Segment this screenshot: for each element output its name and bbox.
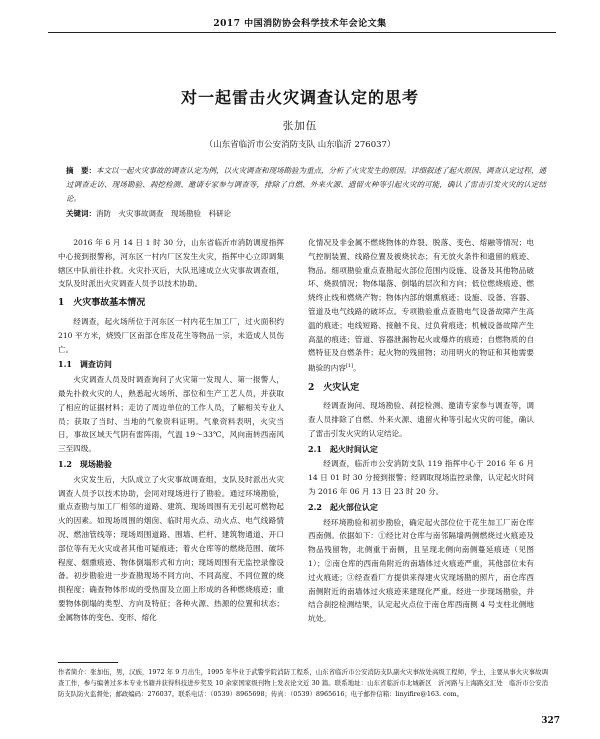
subsection-1-1-paragraph: 火灾调查人员及时调查询问了火灾第一发现人、第一报警人，最先扑救火灾的人，熟悉起火场所、部位和生产工艺人员，并获取了相应的证据材料；走访了周边单位的工作人员，了解相关专业人员；获取了当时、当地的气象资料证明。气象资料表明，火灾当日，事故区域天气阴有雷阵雨，气温 19～33℃，风向南转西南风三至四级。	[58, 375, 284, 454]
subsection-2-1-paragraph: 经调查，临沂市公安消防支队 119 指挥中心于 2016 年 6 月 14 日 01 时 30 分接到报警；经调取现场监控录像，认定起火时间为 2016 年 06 月 13 日 23 时 20 分。	[308, 459, 534, 497]
page-number: 327	[541, 716, 560, 726]
abstract-label: 摘 要：	[66, 166, 96, 175]
subsection-heading-2-2: 2.2 起火部位认定	[308, 501, 378, 512]
author-name: 张加伍	[282, 120, 318, 132]
left-column	[58, 236, 284, 625]
citation-1: [1]	[345, 363, 354, 370]
author-footnote	[58, 667, 548, 700]
intro-paragraph: 2016 年 6 月 14 日 1 时 30 分，山东省临沂市消防调度指挥中心接到报警称，河东区一村内厂区发生火灾，指挥中心立即调集辖区中队前往扑救。火灾扑灭后，大队迅速成立火灾事故调查组，支队及时派出火灾调查人员予以技术协助。	[58, 238, 284, 289]
subsection-heading-1-2: 1.2 现场勘验	[58, 458, 112, 469]
right-column	[308, 236, 534, 626]
keywords	[66, 208, 546, 220]
running-header: 2017 中国消防协会科学技术年会论文集	[213, 19, 387, 29]
continued-paragraph: 化情况及非金属不燃烧物体的炸裂、脱落、变色、熔融等情况；电气控制装置、线路位置及被烧状态；有无放火条件和遗留的痕迹、物品。细项勘验重点查勘起火部位范围内设施、设备及其他物品破坏、烧损情况；物体塌落、倒塌的层次和方向；低位燃烧痕迹、燃烧终止线和燃烧产物；物体内部的烟熏痕迹；设施、设备、容器、管道及电气线路的破坏点。专项勘验重点查勘电气设备故障产生高温的痕迹；电线短路、接触不良、过负荷痕迹；机械设备故障产生高温的痕迹；管道、容器泄漏物起火或爆炸的痕迹；自燃物质的自燃特征及自燃条件；起火物的残留物；动用明火的物证和其他需要勘验的内容[1]。	[308, 238, 534, 373]
section-heading-1: 1 火灾事故基本情况	[58, 298, 146, 309]
footnote-rule	[58, 662, 118, 663]
keywords-text: 消防 火灾事故调查 现场勘验 科研论	[96, 209, 231, 218]
subsection-1-2-paragraph: 火灾发生后，大队成立了火灾事故调查组，支队及时派出火灾调查人员予以技术协助，会同对现场进行了勘验。通过环境勘验，重点查勘与加工厂相邻的道路、建筑、现场周围有无引起可燃物起火的因素。如现场周围的烟囱、临时用火点、动火点、电气线路情况、燃油管线等；现场周围道路、围墙、栏杆、建筑物通道、开口部位等有无火灾或者其他可疑痕迹；着火仓库等的燃烧范围、破坏程度、烟熏痕迹、物体倒塌形式和方向；现场周围有无监控录像设备。初步勘验进一步查勘现场不同方向、不同高度、不同位置的烧损程度；确查物体形成的受热面及立面上形成的各种燃烧痕迹；重要物体倒塌的类型、方向及特征；各种火源、热源的位置和状态；金属物体的变色、变形、熔化	[58, 474, 284, 622]
section-heading-2: 2 火灾认定	[308, 382, 360, 393]
section-1-paragraph: 经调查，起火场所位于河东区一村内花生加工厂，过火面积约 210 平方米，烧毁厂区南部仓库及花生等物品一宗，未造成人员伤亡。	[58, 316, 284, 354]
header-rule	[48, 32, 556, 33]
author-affiliation: （山东省临沂市公安消防支队 山东临沂 276037）	[204, 140, 396, 150]
continued-text: 化情况及非金属不燃烧物体的炸裂、脱落、变色、熔融等情况；电气控制装置、线路位置及被烧状态；有无放火条件和遗留的痕迹、物品。细项勘验重点查勘起火部位范围内设施、设备及其他物品破坏、烧损情况；物体塌落、倒塌的层次和方向；低位燃烧痕迹、燃烧终止线和燃烧产物；物体内部的烟熏痕迹；设施、设备、容器、管道及电气线路的破坏点。专项勘验重点查勘电气设备故障产生高温的痕迹；电线短路、接触不良、过负荷痕迹；机械设备故障产生高温的痕迹；管道、容器泄漏物起火或爆炸的痕迹；自燃物质的自燃特征及自燃条件；起火物的残留物；动用明火的物证和其他需要勘验的内容	[308, 238, 534, 373]
abstract-text: 本文以一起火灾事故的调查认定为例，以火灾调查和现场勘验为重点，分析了火灾发生的原因。详细叙述了起火原因、调查认定过程，通过调查走访、现场勘验、刹挖检测、邀请专家参与调查等，排除了自燃、外来火源、遗留火种等引起火灾的可能，确认了雷击引发火灾的认定结论。	[66, 166, 546, 203]
abstract	[66, 164, 546, 206]
keywords-label: 关键词：	[66, 209, 96, 218]
subsection-2-2-paragraph: 经环境勘验和初步勘验，确定起火部位位于花生加工厂南仓库西南侧。依据如下：①经比对仓库与南邻隔墙两侧燃烧过火痕迹及物品残留物，北侧重于南侧，且呈现北侧向南侧蔓延痕迹（见图 1）；②南仓库的西南角附近的南墙体过火痕迹严重，其他部位未有过火痕迹；③经查看厂方提供来得建火灾现场勘的照片，南仓库西南侧附近的南墙体过火痕迹来建现化严重。经进一步现场勘验，并结合刹挖检测结果，认定起火点位于南仓库西南侧 4 号支柱北侧地坑处。	[308, 517, 534, 624]
subsection-heading-2-1: 2.1 起火时间认定	[308, 443, 378, 454]
paper-title: 对一起雷击火灾调查认定的思考	[180, 88, 419, 107]
footnote-text: 作者简介：张加伍，男，汉族，1972 年 9 月出生，1995 年毕业于武警学院消防工程系，山东省临沂市公安消防支队副火灾事故处高级工程师，学士，主要从事火灾事故调查工作，参与编著过多本专业书籍并获得科技进步奖及 10 余家国家级刊物上发表论文近 30 篇。联系地址：山东省临沂市北城新区 沂河路与上海路交汇处 临沂市公安消防支队防火监督处；邮政编码：276037。联系电话：（0539）8965698；传真：（0539）8965616；电子邮件信箱：linyifire@163. com。	[58, 668, 548, 698]
section-2-paragraph: 经调查询问、现场勘验、刹挖检测、邀请专家参与调查等，调查人员排除了自燃、外来火源、遗留火种等引起火灾的可能，确认了雷击引发火灾的认定结论。	[308, 401, 534, 438]
subsection-heading-1-1: 1.1 调查访问	[58, 359, 112, 370]
